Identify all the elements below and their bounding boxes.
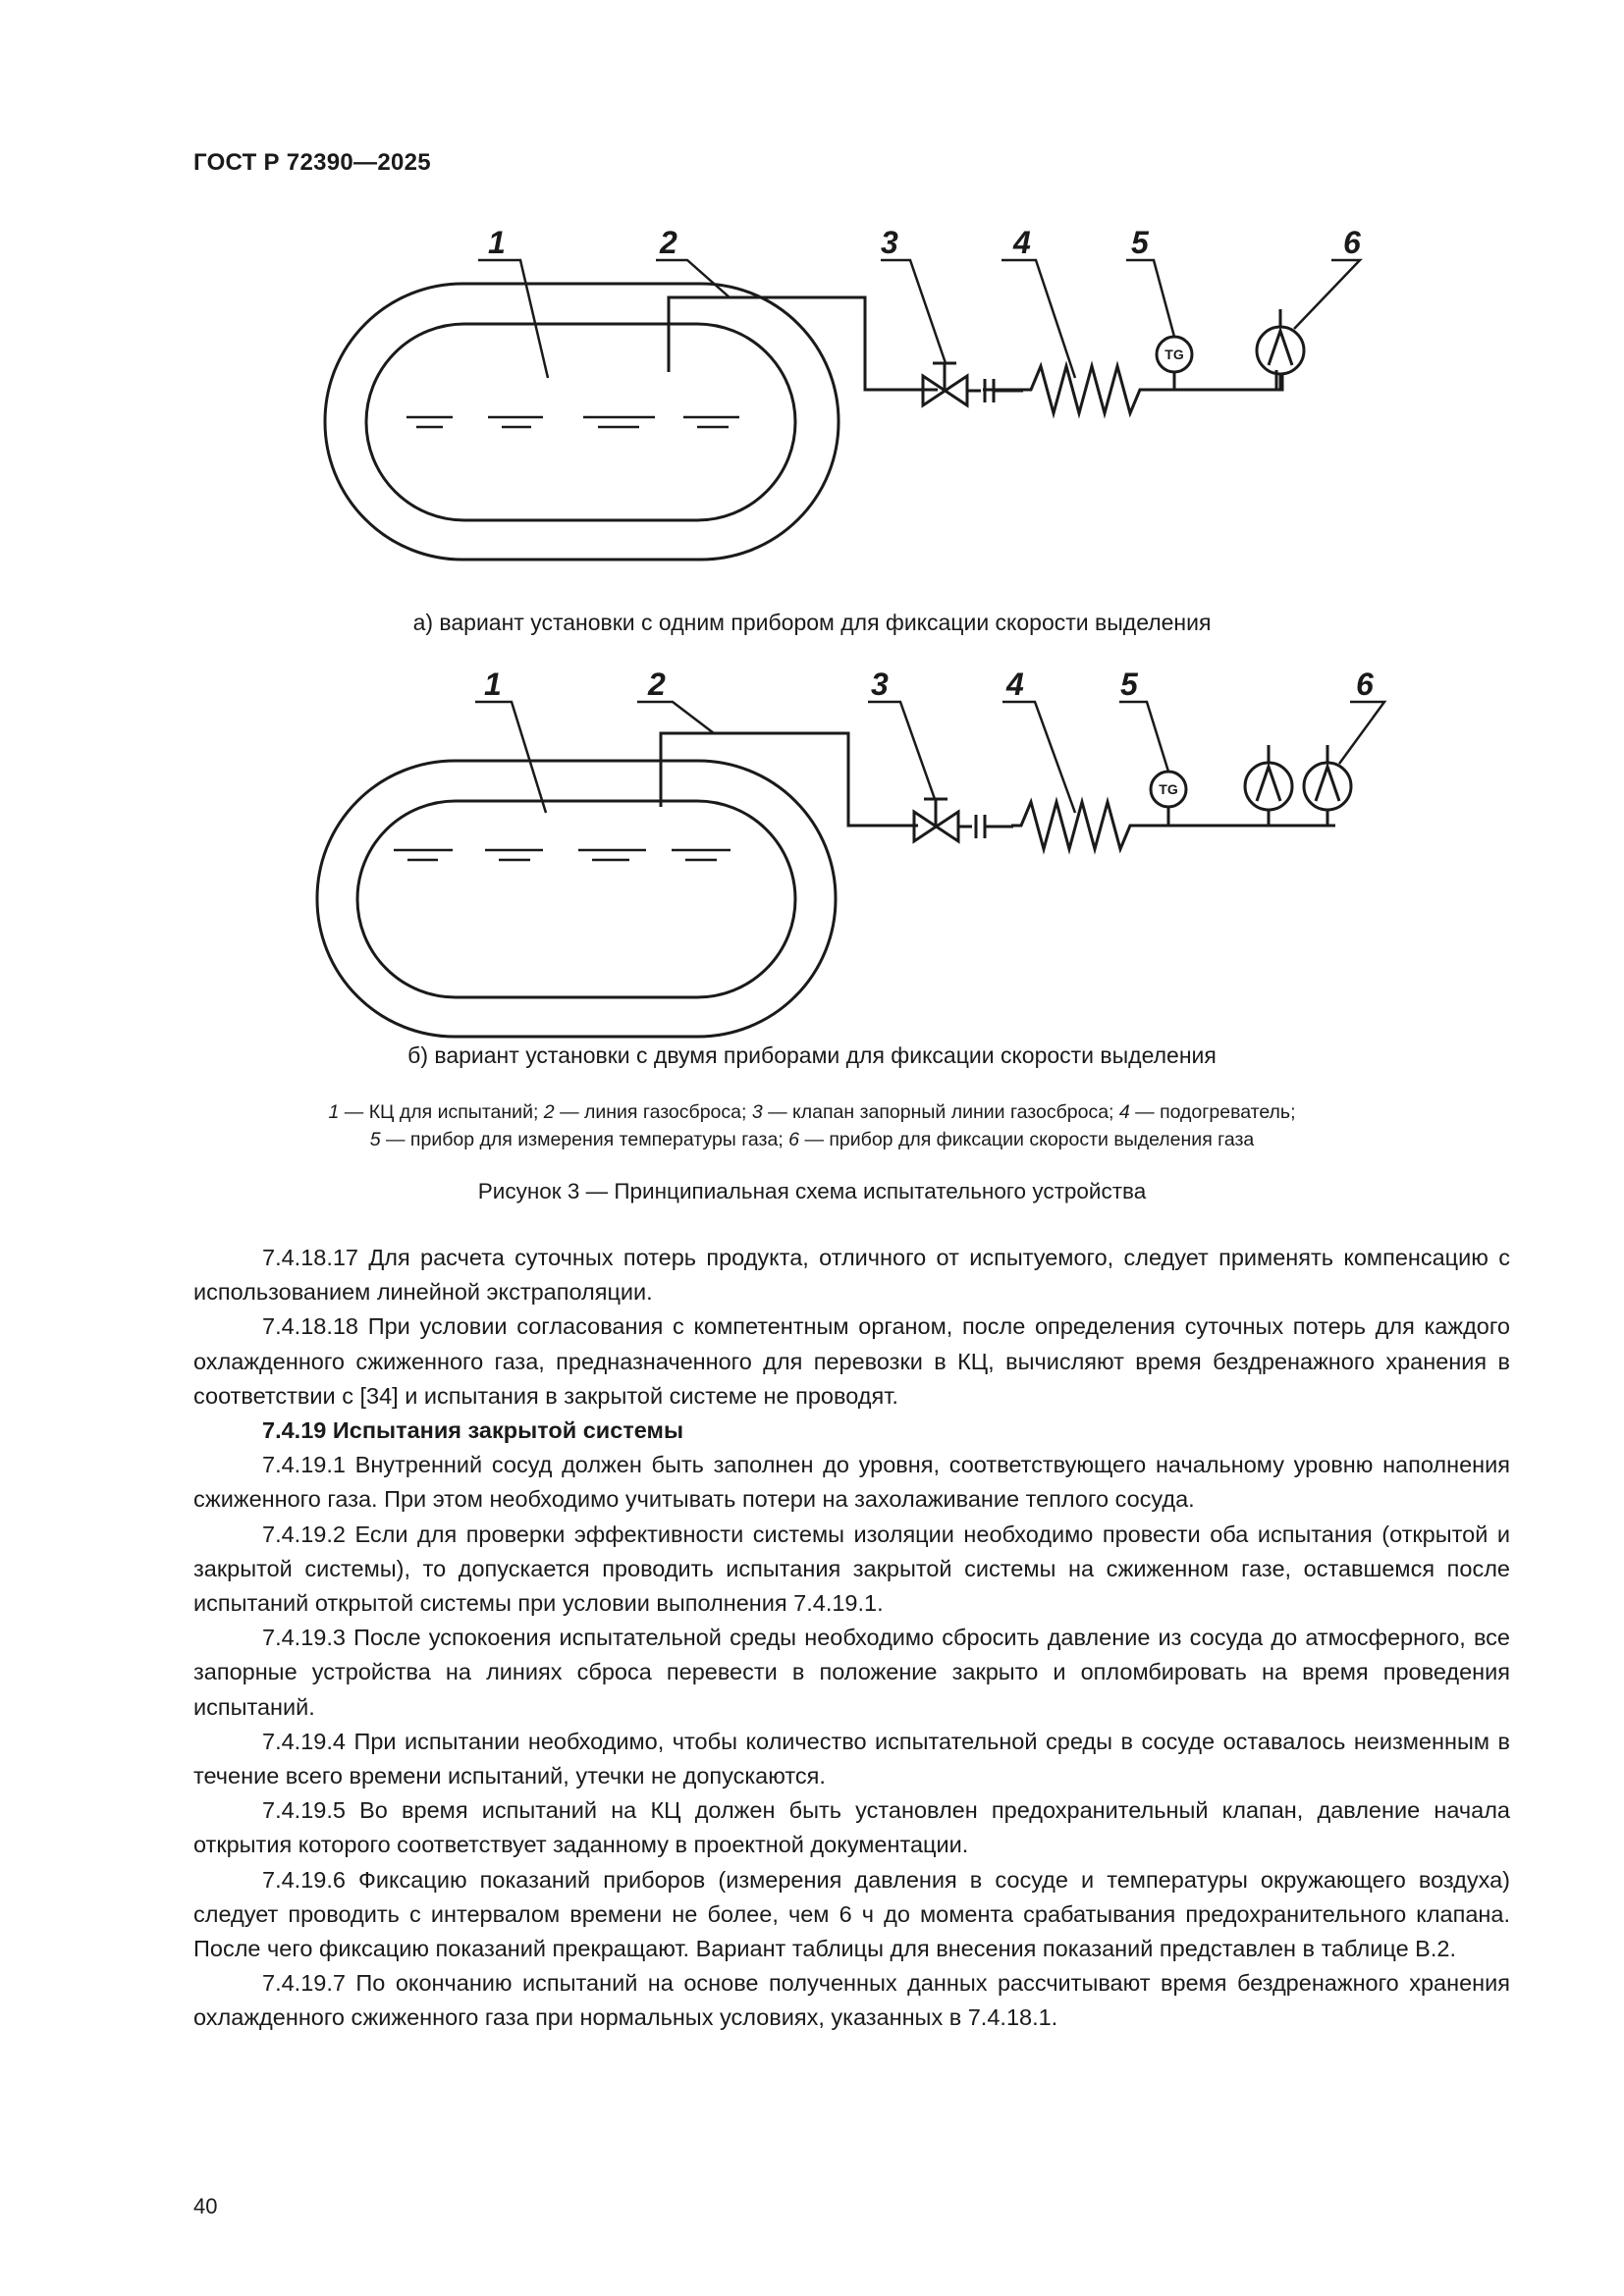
paragraph: 7.4.19.5 Во время испытаний на КЦ должен быть установлен предохранительный клапан, давление начала открытия которого соответствует заданному в проектной документации. <box>193 1797 1510 1858</box>
paragraph: 7.4.18.18 При условии согласования с компетентным органом, после определения суточных потерь для каждого охлажденного сжиженного газа, предназначенного для перевозки в КЦ, вычисляют время бездренажного хранения в соответствии с [34] и испытания в закрытой системе не проводят. <box>193 1313 1510 1409</box>
figure-title: Рисунок 3 — Принципиальная схема испытательного устройства <box>477 1179 1147 1203</box>
callout-3: 3 <box>881 225 898 260</box>
temperature-gauge <box>1151 772 1186 826</box>
paragraph: 7.4.19.2 Если для проверки эффективности системы изоляции необходимо провести оба испытания (открытой и закрытой системы), то допускается проводить испытания закрытой системы на сжиженном газе, оставшемся после испытаний открытой системы при условии выполнения 7.4.19.1. <box>193 1521 1510 1617</box>
document-id: ГОСТ Р 72390—2025 <box>193 149 431 176</box>
legend-text: — прибор для измерения температуры газа; <box>380 1129 789 1151</box>
temperature-gauge <box>1157 337 1192 390</box>
liquid-level-marks <box>394 850 731 860</box>
body-text <box>193 1241 1510 2036</box>
legend-num: 5 <box>369 1129 381 1151</box>
legend-num: 3 <box>751 1101 763 1123</box>
callout-6: 6 <box>1343 225 1361 260</box>
callout-1: 1 <box>488 225 506 260</box>
gauge-tg-label: TG <box>1164 347 1184 362</box>
figure-a-caption: а) вариант установки с одним прибором для фиксации скорости выделения <box>412 610 1212 635</box>
flow-instrument-line <box>1174 374 1282 390</box>
paragraph: 7.4.18.17 Для расчета суточных потерь продукта, отличного от испытуемого, следует применять компенсацию с использованием линейной экстраполяции. <box>193 1245 1510 1306</box>
figure-legend <box>0 1098 1624 1154</box>
flow-meter-1 <box>1245 745 1292 826</box>
legend-text: — прибор для фиксации скорости выделения газа <box>799 1129 1255 1151</box>
gas-discharge-line <box>669 297 938 390</box>
tank-inner-vessel <box>357 801 795 997</box>
page-number: 40 <box>193 2194 218 2218</box>
callout-2: 2 <box>660 225 677 260</box>
legend-text: — линия газосброса; <box>554 1101 752 1123</box>
heater-coil <box>1011 802 1335 849</box>
callout-leaders <box>478 260 1360 378</box>
callout-5: 5 <box>1120 667 1138 702</box>
schematic-a-drawing <box>0 221 1624 623</box>
paragraph: 7.4.19.6 Фиксацию показаний приборов (измерения давления в сосуде и температуры окружающего воздуха) следует проводить с интервалом времени не более, чем 6 ч до момента срабатывания предохранительного клапана. После чего фиксацию показаний прекращают. Вариант таблицы для внесения показаний представлен в таблице В.2. <box>193 1866 1510 1962</box>
schematic-b <box>0 656 1624 1058</box>
gas-discharge-line <box>661 733 918 826</box>
shutoff-valve <box>914 799 1013 841</box>
shutoff-valve <box>923 363 1023 405</box>
callout-4: 4 <box>1013 225 1031 260</box>
paragraph: 7.4.19.3 После успокоения испытательной среды необходимо сбросить давление из сосуда до атмосферного, все запорные устройства на линиях сброса перевести в положение закрыто и опломбировать на время проведения испытаний. <box>193 1625 1510 1720</box>
legend-num: 4 <box>1118 1101 1130 1123</box>
legend-text: — клапан запорный линии газосброса; <box>762 1101 1119 1123</box>
callout-4: 4 <box>1006 667 1024 702</box>
legend-line-2 <box>0 1126 1624 1153</box>
callout-6: 6 <box>1356 667 1374 702</box>
gauge-tg-label: TG <box>1159 781 1178 797</box>
tank-inner-vessel <box>366 324 795 520</box>
paragraph: 7.4.19.1 Внутренний сосуд должен быть заполнен до уровня, соответствующего начальному уровню наполнения сжиженного газа. При этом необходимо учитывать потери на захолаживание теплого сосуда. <box>193 1452 1510 1513</box>
paragraph: 7.4.19.4 При испытании необходимо, чтобы количество испытательной среды в сосуде оставалось неизменным в течение всего времени испытаний, утечки не допускаются. <box>193 1728 1510 1789</box>
callout-3: 3 <box>871 667 889 702</box>
paragraph: 7.4.19.7 По окончанию испытаний на основе полученных данных рассчитывают время бездренажного хранения охлажденного сжиженного газа при нормальных условиях, указанных в 7.4.18.1. <box>193 1970 1510 2031</box>
legend-num: 6 <box>788 1129 800 1151</box>
legend-num: 1 <box>328 1101 340 1123</box>
callout-5: 5 <box>1131 225 1149 260</box>
flow-meter <box>1174 309 1304 390</box>
liquid-level-marks <box>406 417 739 427</box>
figure-b-caption: б) вариант установки с двумя приборами для фиксации скорости выделения <box>407 1042 1217 1068</box>
callout-2: 2 <box>648 667 666 702</box>
schematic-b-drawing <box>0 656 1624 1058</box>
section-heading: 7.4.19 Испытания закрытой системы <box>262 1417 684 1444</box>
legend-num: 2 <box>543 1101 555 1123</box>
callout-1: 1 <box>484 667 502 702</box>
legend-line-1 <box>0 1098 1624 1126</box>
legend-text: — подогреватель; <box>1129 1101 1296 1123</box>
schematic-a <box>0 221 1624 623</box>
legend-text: — КЦ для испытаний; <box>339 1101 544 1123</box>
